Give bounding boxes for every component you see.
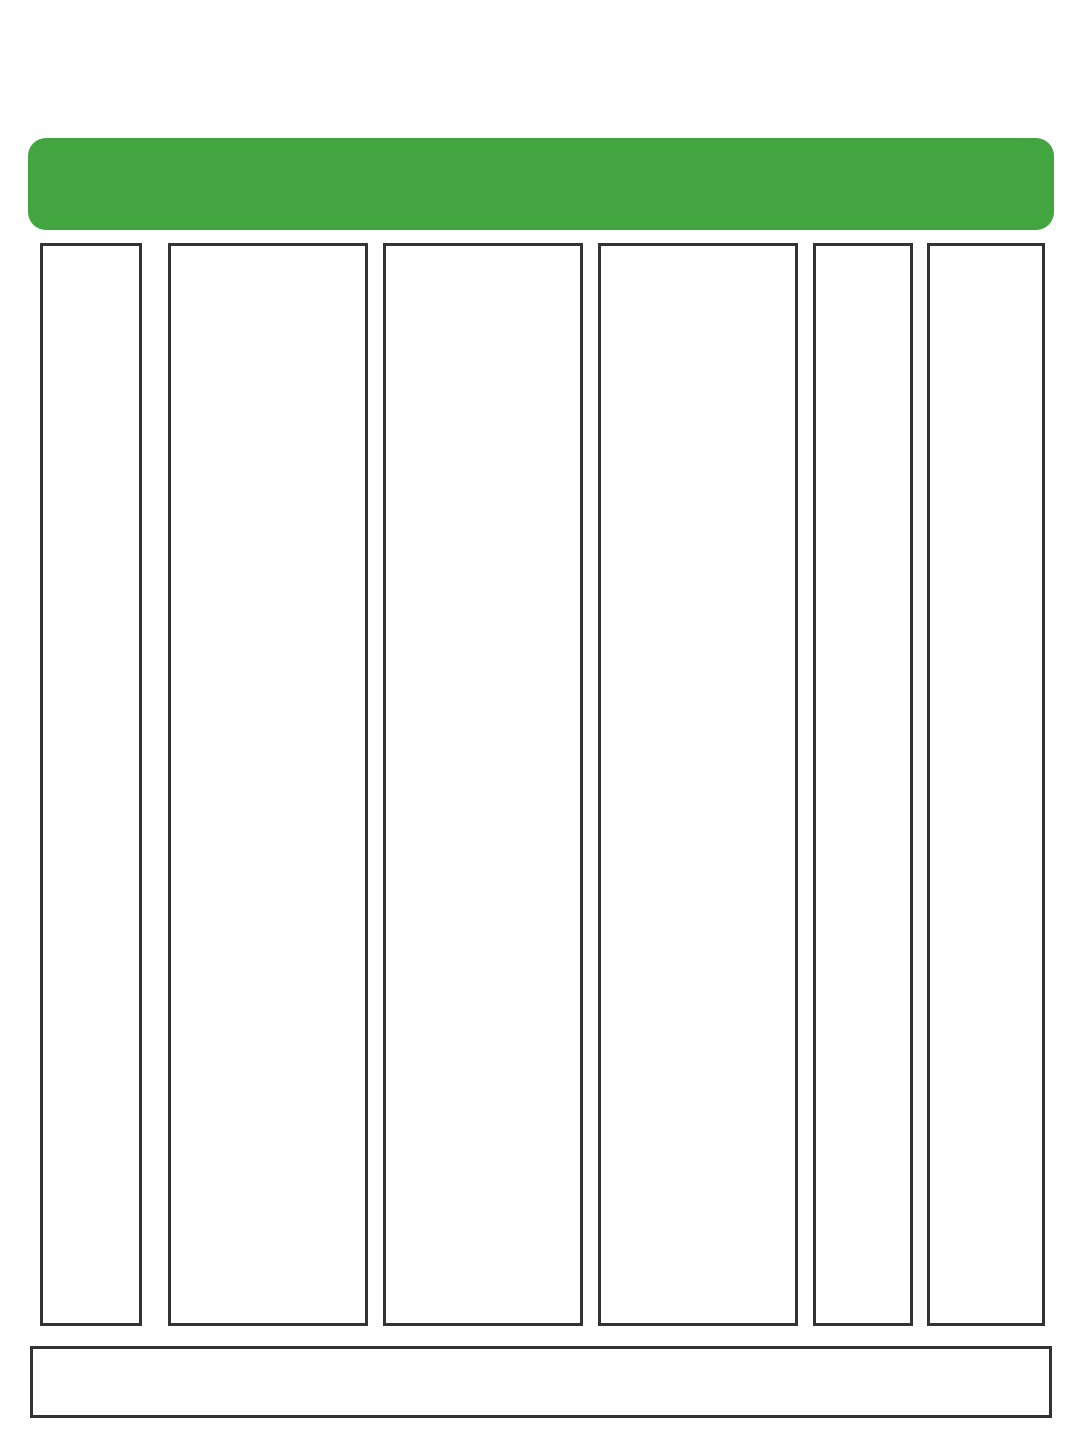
- footer-banner: [30, 1346, 1052, 1418]
- summary-banner: [28, 138, 1054, 230]
- monthly-average-column: [927, 243, 1045, 1326]
- new-house-table: [383, 243, 583, 1326]
- second-hand-table: [168, 243, 368, 1326]
- listing-price-column: [813, 243, 913, 1326]
- day-column: [40, 243, 142, 1326]
- agency-table: [598, 243, 798, 1326]
- cut-off-label: [930, 1328, 1042, 1348]
